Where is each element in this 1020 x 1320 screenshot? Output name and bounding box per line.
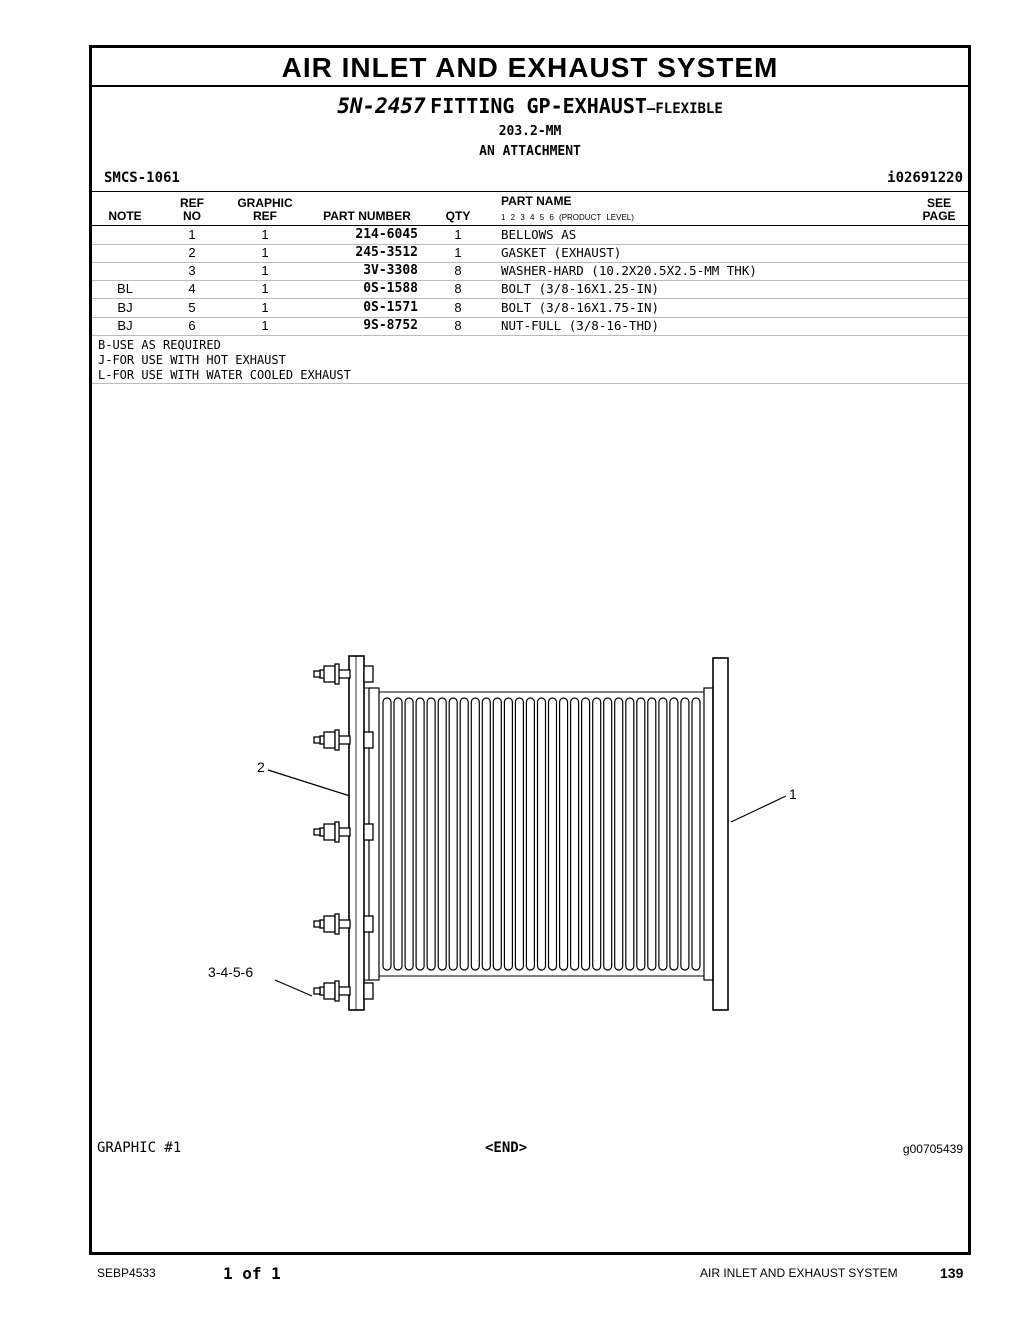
row-note: BL (117, 281, 133, 296)
row-part-name: WASHER-HARD (10.2X20.5X2.5-MM THK) (501, 263, 757, 278)
callout-3-4-5-6: 3-4-5-6 (208, 964, 254, 980)
note-l: L-FOR USE WITH WATER COOLED EXHAUST (98, 368, 351, 382)
row-qty: 1 (454, 227, 462, 242)
column-graphic-bottom: REF (253, 209, 277, 223)
row-qty: 8 (454, 281, 462, 296)
convolution (604, 698, 612, 970)
convolution (493, 698, 501, 970)
row-qty: 8 (454, 263, 462, 278)
convolution (394, 698, 402, 970)
row-qty: 8 (454, 300, 462, 315)
convolution (526, 698, 534, 970)
smcs-code: SMCS-1061 (104, 170, 180, 186)
row-part-name: BOLT (3/8-16X1.25-IN) (501, 281, 660, 296)
group-name: FITTING GP-EXHAUST (430, 94, 647, 118)
convolution (659, 698, 667, 970)
bolt-assembly (314, 730, 373, 750)
convolution (416, 698, 424, 970)
document-id: i02691220 (887, 170, 963, 186)
row-ref: 2 (188, 245, 196, 260)
bellows-drawing (349, 656, 728, 1010)
graphic-id: g00705439 (902, 1142, 963, 1156)
convolution (538, 698, 546, 970)
note-j: J-FOR USE WITH HOT EXHAUST (98, 353, 286, 367)
column-graphic-top: GRAPHIC (237, 196, 293, 210)
group-model-number: 5N-2457 (337, 94, 426, 118)
end-marker: <END> (485, 1140, 528, 1156)
row-graphic: 1 (261, 300, 269, 315)
row-part-number: 214-6045 (355, 227, 418, 242)
bellows-illustration (92, 48, 968, 1252)
convolution (449, 698, 457, 970)
footer-page-number: 139 (940, 1265, 964, 1281)
product-level-legend: 1 2 3 4 5 6 (PRODUCT LEVEL) (501, 213, 634, 222)
convolution (471, 698, 479, 970)
convolution (648, 698, 656, 970)
footer-page-of: 1 of 1 (223, 1264, 281, 1283)
column-ref-top: REF (180, 196, 204, 210)
row-part-name: GASKET (EXHAUST) (501, 245, 622, 260)
convolution (515, 698, 523, 970)
row-part-number: 245-3512 (355, 245, 418, 260)
row-graphic: 1 (261, 281, 269, 296)
row-note: BJ (117, 318, 133, 333)
bolt-assembly (314, 914, 373, 934)
row-part-name: NUT-FULL (3/8-16-THD) (501, 318, 660, 333)
group-name-suffix: —FLEXIBLE (646, 101, 723, 117)
note-b: B-USE AS REQUIRED (98, 338, 221, 352)
column-part-number: PART NUMBER (323, 209, 411, 223)
convolution (593, 698, 601, 970)
convolution (427, 698, 435, 970)
convolution (626, 698, 634, 970)
row-part-name: BOLT (3/8-16X1.75-IN) (501, 300, 660, 315)
row-graphic: 1 (261, 263, 269, 278)
bellows-convolutions (383, 698, 700, 970)
row-part-number: 0S-1588 (363, 281, 418, 296)
convolution (405, 698, 413, 970)
convolution (571, 698, 579, 970)
row-part-name: BELLOWS AS (501, 227, 577, 242)
bolt-assembly (314, 822, 373, 842)
convolution (504, 698, 512, 970)
column-note: NOTE (108, 209, 142, 223)
row-part-number: 0S-1571 (363, 300, 418, 315)
convolution (692, 698, 700, 970)
column-see-bottom: PAGE (922, 209, 956, 223)
row-ref: 3 (188, 263, 196, 278)
row-ref: 4 (188, 281, 196, 296)
convolution (681, 698, 689, 970)
convolution (560, 698, 568, 970)
convolution (383, 698, 391, 970)
page-frame (89, 45, 971, 1255)
convolution (670, 698, 678, 970)
group-attachment: AN ATTACHMENT (479, 144, 581, 159)
row-graphic: 1 (261, 318, 269, 333)
row-ref: 1 (188, 227, 196, 242)
graphic-label: GRAPHIC #1 (97, 1140, 182, 1156)
row-graphic: 1 (261, 227, 269, 242)
convolution (615, 698, 623, 970)
footer-doc-number: SEBP4533 (97, 1266, 156, 1280)
callout-1: 1 (789, 786, 797, 802)
row-graphic: 1 (261, 245, 269, 260)
row-ref: 5 (188, 300, 196, 315)
row-part-number: 9S-8752 (363, 318, 418, 333)
footer-section: AIR INLET AND EXHAUST SYSTEM (700, 1266, 898, 1280)
convolution (460, 698, 468, 970)
row-qty: 1 (454, 245, 462, 260)
convolution (582, 698, 590, 970)
convolution (549, 698, 557, 970)
section-title: AIR INLET AND EXHAUST SYSTEM (281, 52, 779, 83)
column-part-name: PART NAME (501, 194, 572, 208)
convolution (637, 698, 645, 970)
bolt-assembly (314, 664, 373, 684)
row-note: BJ (117, 300, 133, 315)
row-ref: 6 (188, 318, 196, 333)
row-qty: 8 (454, 318, 462, 333)
column-qty: QTY (445, 209, 471, 223)
convolution (438, 698, 446, 970)
callout-2: 2 (257, 759, 265, 775)
column-ref-bottom: NO (183, 209, 201, 223)
row-part-number: 3V-3308 (363, 263, 418, 278)
group-size: 203.2-MM (498, 124, 562, 139)
column-see-top: SEE (926, 196, 951, 210)
convolution (482, 698, 490, 970)
bolt-assembly (314, 981, 373, 1001)
